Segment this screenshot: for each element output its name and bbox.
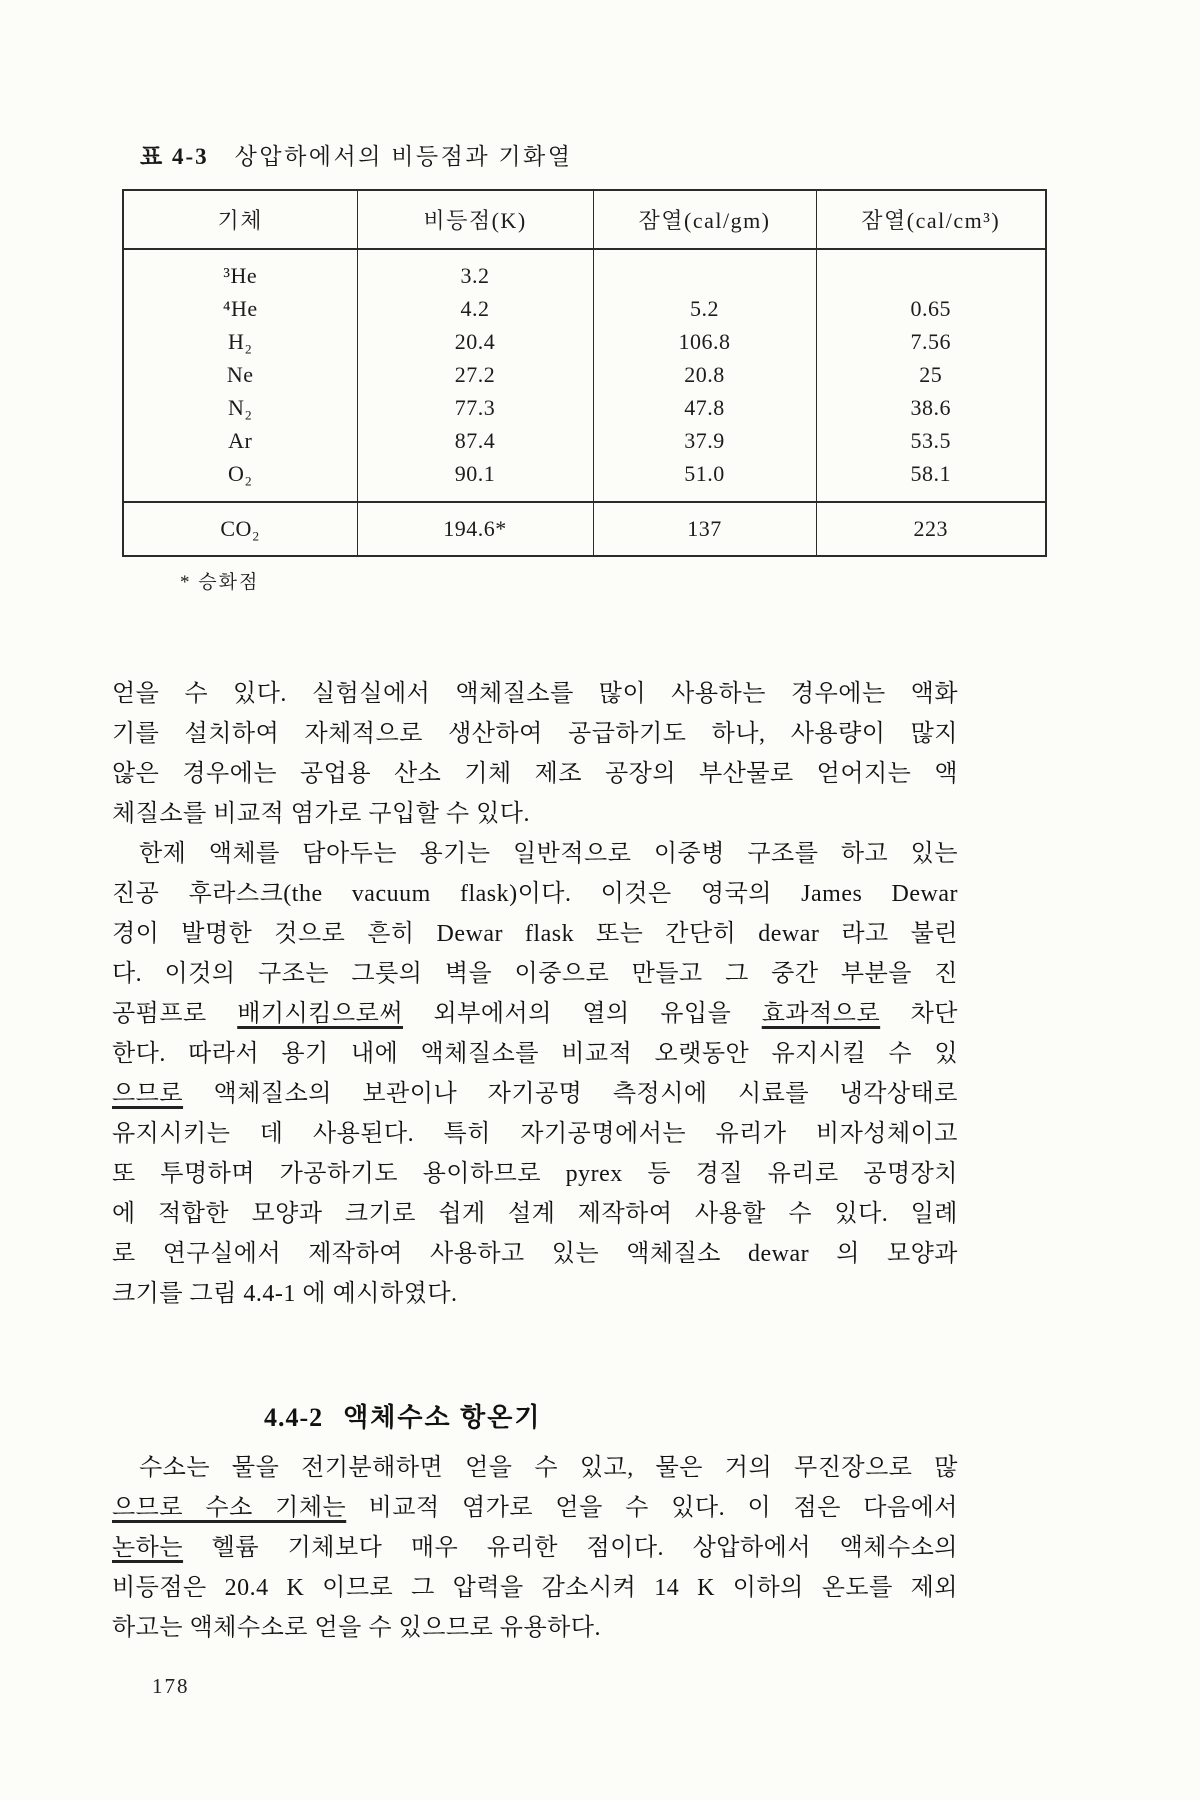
cell-lh-cm3 [816, 249, 1046, 292]
text-line: 진공 후라스크(the vacuum flask)이다. 이것은 영국의 James Dewar [112, 881, 958, 907]
text-line: 않은 경우에는 공업용 산소 기체 제조 공장의 부산물로 얻어지는 액 [112, 761, 958, 787]
table-row-he3 [123, 249, 1046, 292]
text-line: 으므로 액체질소의 보관이나 자기공명 측정시에 시료를 냉각상태로 [112, 1081, 958, 1107]
cell-lh-gm: 51.0 [593, 457, 816, 502]
pen-underline: 으므로 [112, 1081, 184, 1107]
section-heading [264, 1398, 958, 1438]
pen-underline: 논하는 [112, 1535, 184, 1561]
text-line: 공펌프로 배기시킴으로써 외부에서의 열의 유입을 효과적으로 차단 [112, 1001, 958, 1027]
cell-lh-cm3: 25 [816, 358, 1046, 391]
table-row-o2 [123, 457, 1046, 502]
table-row-n2 [123, 391, 1046, 424]
cell-gas: N₂ [227, 394, 253, 420]
cell-bp: 4.2 [357, 292, 593, 325]
paragraph-liquid-hydrogen [112, 1448, 958, 1648]
cell-lh-gm: 47.8 [593, 391, 816, 424]
text-line: 체질소를 비교적 염가로 구입할 수 있다. [112, 801, 530, 827]
body-text [112, 674, 958, 1648]
text-line: 크기를 그림 4.4-1 에 예시하였다. [112, 1281, 458, 1307]
section-number: 4.4-2 [264, 1403, 324, 1432]
cell-gas: ³He [223, 262, 258, 288]
cell-lh-gm: 20.8 [593, 358, 816, 391]
section-title: 액체수소 항온기 [343, 1403, 542, 1432]
text-line: 한제 액체를 담아두는 용기는 일반적으로 이중병 구조를 하고 있는 [139, 841, 958, 867]
cell-lh-cm3: 53.5 [816, 424, 1046, 457]
cell-bp: 77.3 [357, 391, 593, 424]
table-row-co2 [123, 502, 1046, 556]
cell-gas: Ar [228, 427, 253, 453]
cell-lh-cm3: 223 [816, 502, 1046, 556]
table-caption-title: 상압하에서의 비등점과 기화열 [234, 144, 573, 169]
text-line: 한다. 따라서 용기 내에 액체질소를 비교적 오랫동안 유지시킬 수 있 [112, 1041, 958, 1067]
cell-lh-gm [593, 249, 816, 292]
cell-bp: 87.4 [357, 424, 593, 457]
text-line: 유지시키는 데 사용된다. 특히 자기공명에서는 유리가 비자성체이고 [112, 1121, 958, 1147]
cell-gas: Ne [226, 361, 254, 387]
page-number: 178 [152, 1674, 190, 1698]
table-row-ar [123, 424, 1046, 457]
cell-lh-gm: 137 [593, 502, 816, 556]
cell-gas: CO₂ [123, 502, 357, 556]
text-line: 으므로 수소 기체는 비교적 염가로 얻을 수 있다. 이 점은 다음에서 [112, 1495, 958, 1521]
table-row-h2 [123, 325, 1046, 358]
cell-gas: ⁴He [222, 295, 258, 321]
table-caption [140, 140, 1200, 174]
text-line: 얻을 수 있다. 실험실에서 액체질소를 많이 사용하는 경우에는 액화 [112, 681, 958, 707]
col-header-latent-heat-cm3: 잠열(cal/cm³) [816, 190, 1046, 249]
cell-lh-cm3: 0.65 [816, 292, 1046, 325]
text-line: 논하는 헬륨 기체보다 매우 유리한 점이다. 상압하에서 액체수소의 [112, 1535, 958, 1561]
table-row-ne [123, 358, 1046, 391]
pen-underline: 배기시킴으로써 [237, 1001, 404, 1027]
col-header-gas: 기체 [123, 190, 357, 249]
paragraph-vacuum-flask [112, 834, 958, 1314]
cell-lh-gm: 37.9 [593, 424, 816, 457]
cell-bp: 194.6* [357, 502, 593, 556]
cell-lh-cm3: 58.1 [816, 457, 1046, 502]
text-line: 비등점은 20.4 K 이므로 그 압력을 감소시켜 14 K 이하의 온도를 제외 [112, 1575, 958, 1601]
pen-underline: 으므로 수소 기체는 [112, 1495, 347, 1521]
cell-lh-gm: 5.2 [593, 292, 816, 325]
cell-bp: 3.2 [357, 249, 593, 292]
text-line: 또 투명하며 가공하기도 용이하므로 pyrex 등 경질 유리로 공명장치 [112, 1161, 958, 1187]
cell-lh-gm: 106.8 [593, 325, 816, 358]
text-line: 로 연구실에서 제작하여 사용하고 있는 액체질소 dewar 의 모양과 [112, 1241, 958, 1267]
text-line: 하고는 액체수소로 얻을 수 있으므로 유용하다. [112, 1615, 601, 1641]
cell-gas: H₂ [227, 328, 253, 354]
cell-bp: 27.2 [357, 358, 593, 391]
text-line: 경이 발명한 것으로 흔히 Dewar flask 또는 간단히 dewar 라고 불린 [112, 921, 958, 947]
cell-lh-cm3: 7.56 [816, 325, 1046, 358]
table-footnote: * 승화점 [180, 572, 260, 593]
boiling-point-table [122, 189, 1047, 557]
text-line: 수소는 물을 전기분해하면 얻을 수 있고, 물은 거의 무진장으로 많 [139, 1455, 958, 1481]
pen-underline: 효과적으로 [761, 1001, 881, 1027]
text-line: 에 적합한 모양과 크기로 쉽게 설계 제작하여 사용할 수 있다. 일례 [112, 1201, 958, 1227]
col-header-boiling-point: 비등점(K) [357, 190, 593, 249]
cell-gas: O₂ [227, 460, 253, 486]
text-line: 다. 이것의 구조는 그릇의 벽을 이중으로 만들고 그 중간 부분을 진 [112, 961, 958, 987]
col-header-latent-heat-gm: 잠열(cal/gm) [593, 190, 816, 249]
table-row-he4 [123, 292, 1046, 325]
paragraph-liquid-nitrogen-supply [112, 674, 958, 834]
cell-lh-cm3: 38.6 [816, 391, 1046, 424]
cell-bp: 20.4 [357, 325, 593, 358]
text-line: 기를 설치하여 자체적으로 생산하여 공급하기도 하나, 사용량이 많지 [112, 721, 958, 747]
table-caption-label: 표 4-3 [140, 144, 209, 169]
cell-bp: 90.1 [357, 457, 593, 502]
table-header-row [123, 190, 1046, 249]
